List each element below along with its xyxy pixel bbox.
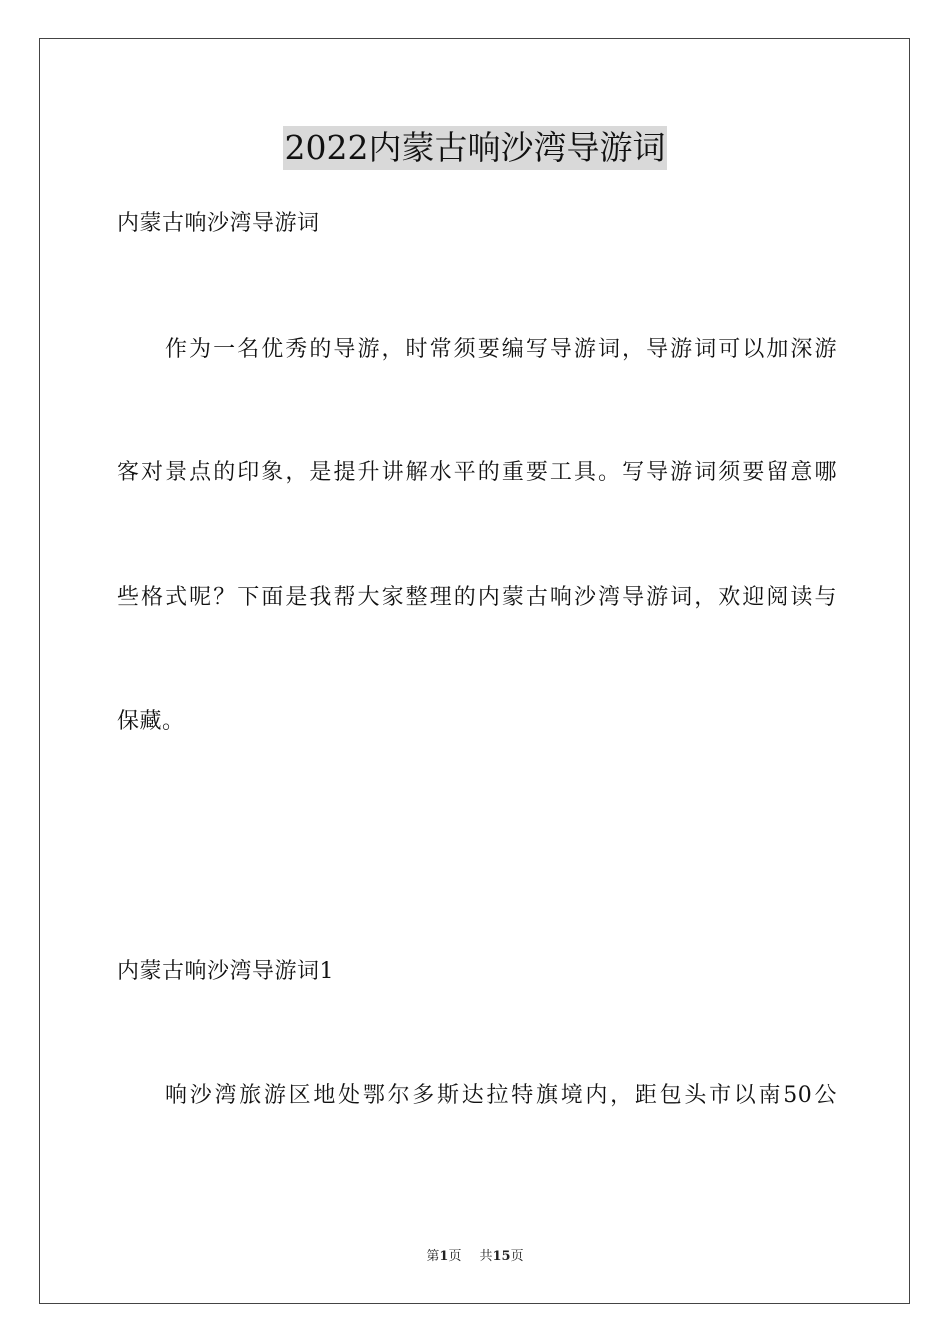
- paragraph-line: 客对景点的印象，是提升讲解水平的重要工具。写导游词须要留意哪: [117, 460, 837, 485]
- title-container: [0, 126, 950, 170]
- page-suffix: 页: [448, 1249, 462, 1264]
- paragraph-line: 些格式呢？下面是我帮大家整理的内蒙古响沙湾导游词，欢迎阅读与: [117, 585, 837, 610]
- section-heading: 内蒙古响沙湾导游词1: [117, 959, 334, 984]
- paragraph-line: 响沙湾旅游区地处鄂尔多斯达拉特旗境内，距包头市以南50公: [165, 1083, 837, 1108]
- paragraph-line: 作为一名优秀的导游，时常须要编写导游词，导游词可以加深游: [165, 337, 837, 362]
- total-prefix: 共: [479, 1249, 493, 1264]
- document-title: 2022内蒙古响沙湾导游词: [283, 126, 668, 170]
- total-pages: 15: [492, 1249, 511, 1264]
- subtitle-line: 内蒙古响沙湾导游词: [117, 211, 320, 236]
- page-footer: [0, 1248, 950, 1266]
- total-suffix: 页: [510, 1249, 524, 1264]
- page-number: 1: [439, 1249, 449, 1264]
- paragraph-line: 保藏。: [117, 709, 185, 734]
- page-prefix: 第: [426, 1249, 440, 1264]
